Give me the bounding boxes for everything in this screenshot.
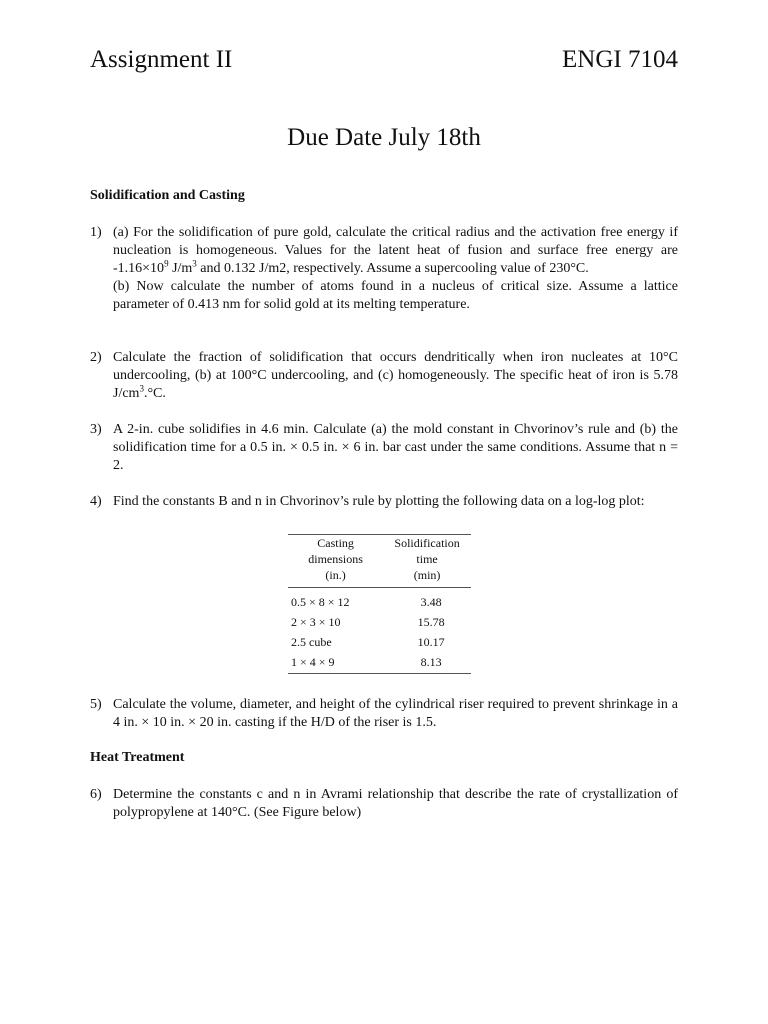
question-number: 3) <box>90 422 102 437</box>
question-number: 6) <box>90 787 102 802</box>
question-2-text: Calculate the fraction of solidification that occurs dendritically when iron nucleates at 10°C undercooling, (b) at 100°C undercooling, and (c) homogeneously. The specific heat of iron is 5.78 $J/cm^3.^\circ C$. <box>113 350 678 401</box>
assignment-title: Assignment II <box>90 46 233 73</box>
section-title-solidification: Solidification and Casting <box>90 188 245 203</box>
page-header <box>90 46 678 80</box>
table-header-solidification-time: Solidification time (min) <box>383 535 471 588</box>
table-row <box>288 588 471 613</box>
question-4 <box>90 493 678 511</box>
question-5-text: Calculate the volume, diameter, and height of the cylindrical riser required to prevent shrinkage in a 4 in. × 10 in. × 20 in. casting if the H/D of the riser is 1.5. <box>113 697 678 730</box>
question-3 <box>90 421 678 475</box>
question-5 <box>90 696 678 732</box>
question-4-text: Find the constants B and n in Chvorinov’s rule by plotting the following data on a log-log plot: <box>113 494 645 509</box>
question-1b: (b) Now calculate the number of atoms found in a nucleus of critical size. Assume a lattice parameter of 0.413 nm for solid gold at its melting temperature. <box>113 279 678 312</box>
section-title-heat-treatment: Heat Treatment <box>90 750 185 765</box>
question-3-text: A 2-in. cube solidifies in 4.6 min. Calculate (a) the mold constant in Chvorinov’s rule and (b) the solidification time for a 0.5 in. × 0.5 in. × 6 in. bar cast under the same conditions. Assume that n = 2. <box>113 422 678 473</box>
question-1a: (a) For the solidification of pure gold, calculate the critical radius and the activation free energy if nucleation is homogeneous. Values for the latent heat of fusion and surface free energy are $-1.16\times 10^9$ $J/m^3$ and 0.132 J/m2, respectively. Assume a supercooling value of 230°C. <box>113 225 678 276</box>
table-row <box>288 632 471 652</box>
question-number: 2) <box>90 350 102 365</box>
question-1 <box>90 224 678 314</box>
table-row <box>288 612 471 632</box>
solidification-time-cell: 8.13 <box>383 652 471 674</box>
question-number: 5) <box>90 697 102 712</box>
due-date: Due Date July 18th <box>287 124 481 151</box>
casting-dimension-cell: 2 × 3 × 10 <box>291 615 341 629</box>
casting-data-table <box>288 534 471 674</box>
solidification-time-cell: 10.17 <box>417 635 445 649</box>
question-6-text: Determine the constants c and n in Avrami relationship that describe the rate of crystallization of polypropylene at 140°C. (See Figure below) <box>113 787 678 820</box>
question-6 <box>90 786 678 822</box>
solidification-time-cell: 15.78 <box>417 615 445 629</box>
question-2 <box>90 349 678 403</box>
table-header-casting-dimensions: Casting dimensions (in.) <box>288 535 383 588</box>
table-row <box>288 652 471 674</box>
casting-dimension-cell: 2.5 cube <box>291 635 332 649</box>
question-number: 1) <box>90 225 102 240</box>
casting-dimension-cell: 0.5 × 8 × 12 <box>291 595 350 609</box>
course-code: ENGI 7104 <box>562 46 678 73</box>
casting-dimension-cell: 1 × 4 × 9 <box>288 652 383 674</box>
solidification-time-cell: 3.48 <box>420 595 442 609</box>
question-number: 4) <box>90 494 102 509</box>
